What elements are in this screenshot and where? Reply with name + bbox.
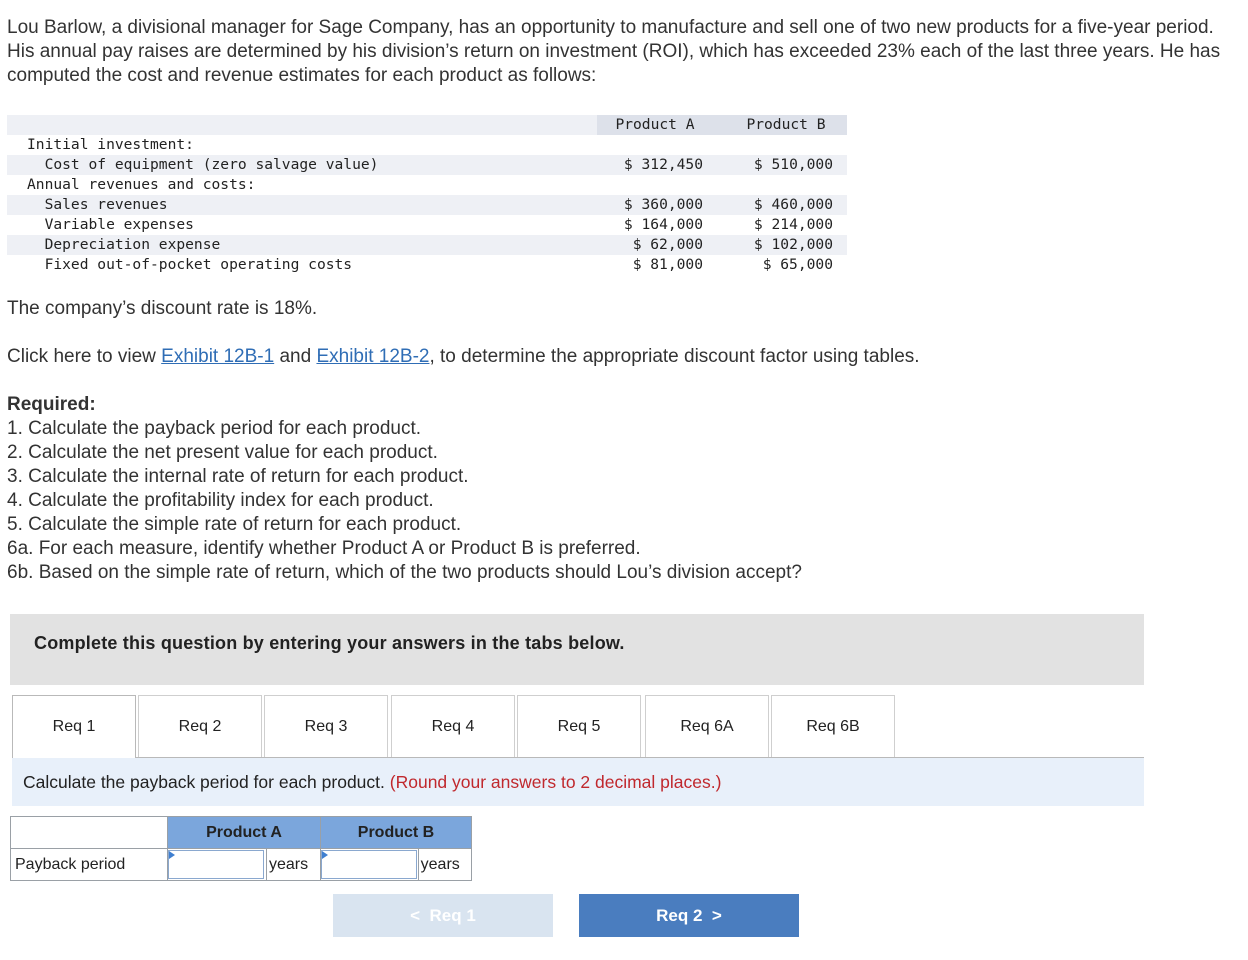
exhibit-12b-1-link[interactable]: Exhibit 12B-1 [161,346,275,367]
exhibit-prefix: Click here to view [7,346,162,367]
payback-product-a-input[interactable] [168,850,264,879]
row-label: Initial investment: [27,136,194,153]
col-header-product-a: Product A [615,116,695,133]
empty-header-cell [11,817,168,849]
row-label: Sales revenues [27,196,168,213]
instructions-banner [10,614,1144,685]
answer-header-row [11,817,472,849]
tab-req-6b[interactable]: Req 6B [771,695,895,757]
required-item: 4. Calculate the profitability index for each product. [7,490,434,511]
tab-req-5[interactable]: Req 5 [517,695,641,757]
next-req-button[interactable] [579,894,799,937]
exhibit-suffix: , to determine the appropriate discount factor using tables. [429,346,920,367]
row-label: Depreciation expense [27,236,221,253]
prev-req-label: Req 1 [429,906,476,925]
tab-req-1[interactable]: Req 1 [12,695,136,758]
col-header-product-b: Product B [321,817,472,849]
required-item: 3. Calculate the internal rate of return for each product. [7,466,469,487]
rounding-note: (Round your answers to 2 decimal places.) [389,772,722,792]
answer-row-payback [11,849,472,881]
product-b-cell [321,849,419,881]
req-instruction [12,758,1144,806]
payback-answer-table [10,816,472,881]
tab-req-3[interactable]: Req 3 [264,695,388,757]
required-section [7,393,802,585]
input-marker-icon [322,851,328,859]
value-product-b: $ 460,000 [753,196,833,213]
value-product-b: $ 214,000 [753,216,833,233]
value-product-a: $ 360,000 [623,196,703,213]
required-item: 6a. For each measure, identify whether Product A or Product B is preferred. [7,538,641,559]
tab-req-6a[interactable]: Req 6A [645,695,769,757]
col-header-product-a: Product A [168,817,321,849]
col-header-product-b: Product B [746,116,826,133]
table-header-row [7,115,847,135]
exhibit-text [7,345,920,369]
problem-intro: Lou Barlow, a divisional manager for Sage Company, has an opportunity to manufacture and sell one of two new products for a five-year period. His annual pay raises are determined by his division’s return on investment (ROI), which has exceeded 23% each of the last three years. He has computed the cost and revenue estimates for each product as follows: [7,17,1221,86]
input-marker-icon [169,851,175,859]
exhibit-mid: and [274,346,317,367]
product-a-cell [168,849,267,881]
value-product-a: $ 81,000 [632,256,703,273]
discount-rate-text: The company’s discount rate is 18%. [7,298,318,319]
required-item: 1. Calculate the payback period for each product. [7,418,422,439]
required-item: 6b. Based on the simple rate of return, which of the two products should Lou’s division accept? [7,562,802,583]
table-row [7,135,847,155]
required-item: 2. Calculate the net present value for each product. [7,442,438,463]
prev-req-button[interactable] [333,894,553,937]
table-row [7,235,847,255]
banner-text: Complete this question by entering your answers in the tabs below. [34,633,625,653]
payback-product-b-input[interactable] [321,850,417,879]
required-title: Required: [7,394,96,415]
chevron-right-icon: > [702,906,722,925]
value-product-b: $ 102,000 [753,236,833,253]
table-row [7,195,847,215]
instruction-text: Calculate the payback period for each product. [23,772,385,792]
unit-years: years [266,849,320,881]
row-label: Variable expenses [27,216,194,233]
table-row [7,155,847,175]
value-product-b: $ 510,000 [753,156,833,173]
next-req-label: Req 2 [656,906,703,925]
chevron-left-icon: < [410,906,430,925]
unit-years: years [418,849,471,881]
req-tabs [12,695,1144,758]
table-row [7,255,847,275]
row-label: Cost of equipment (zero salvage value) [27,156,379,173]
row-label: Annual revenues and costs: [27,176,256,193]
tab-req-2[interactable]: Req 2 [138,695,262,757]
tab-req-4[interactable]: Req 4 [391,695,515,757]
required-item: 5. Calculate the simple rate of return for each product. [7,514,462,535]
row-label: Fixed out-of-pocket operating costs [27,256,353,273]
value-product-b: $ 65,000 [762,256,833,273]
row-label-payback-period: Payback period [11,849,168,881]
value-product-a: $ 62,000 [632,236,703,253]
exhibit-12b-2-link[interactable]: Exhibit 12B-2 [316,346,430,367]
table-row [7,175,847,195]
value-product-a: $ 164,000 [623,216,703,233]
value-product-a: $ 312,450 [623,156,703,173]
table-row [7,215,847,235]
